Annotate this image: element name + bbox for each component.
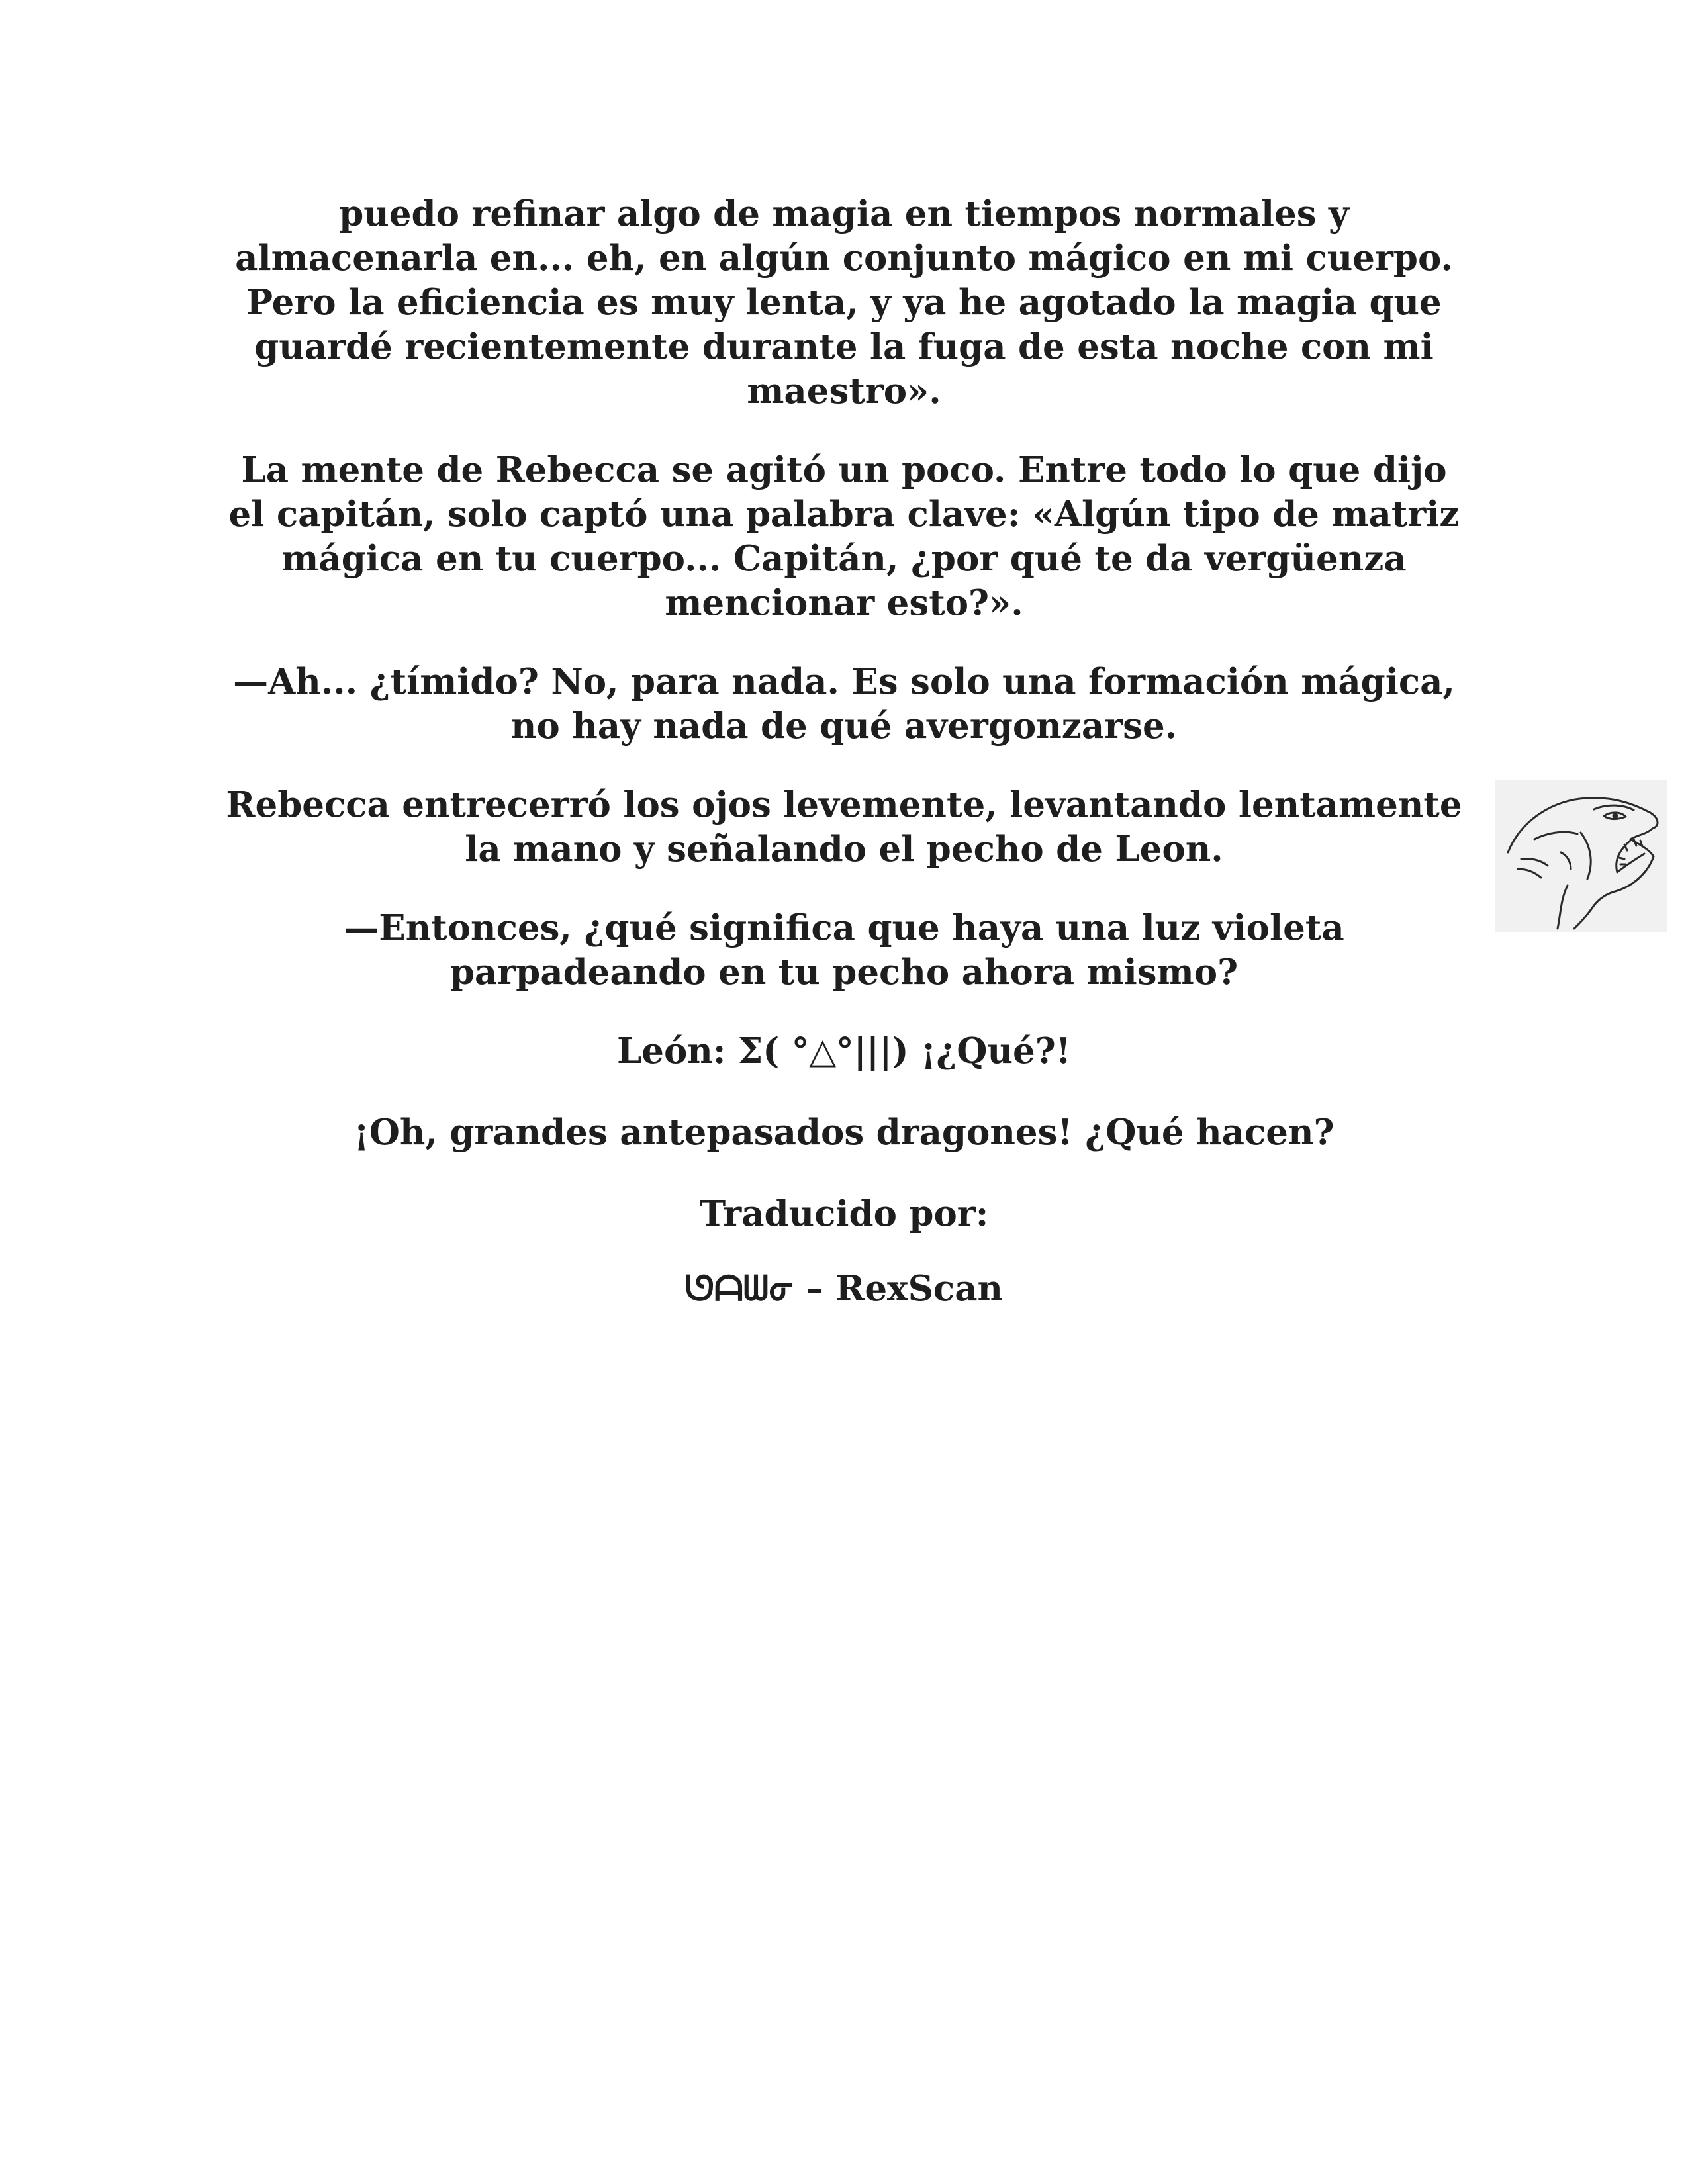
dinosaur-head-icon [1495,780,1667,932]
paragraph-3: —Ah... ¿tímido? No, para nada. Es solo una formación mágica, no hay nada de qué avergonzarse. [233,661,1455,747]
paragraph-5: —Entonces, ¿qué significa que haya una luz violeta parpadeando en tu pecho ahora mismo? [344,907,1344,993]
credits-line: ᘎᗩᗯᓂ – RexScan [684,1268,1004,1309]
paragraph-6: León: Σ( °△°|||) ¡¿Qué?! [616,1030,1072,1071]
paragraph-1: puedo refinar algo de magia en tiempos normales y almacenarla en... eh, en algún conjunto mágico en mi cuerpo. Pero la eficiencia es muy lenta, y ya he agotado la magia que guardé recientemente durante la fuga de esta noche con mi maestro». [235,193,1453,412]
paragraph-4: Rebecca entrecerró los ojos levemente, levantando lentamente la mano y señalando el pecho de Leon. [226,784,1462,870]
credits-label: Traducido por: [699,1193,989,1234]
paragraph-2: La mente de Rebecca se agitó un poco. Entre todo lo que dijo el capitán, solo captó una palabra clave: «Algún tipo de matriz mágica en tu cuerpo... Capitán, ¿por qué te da vergüenza mencionar esto?». [228,449,1460,623]
document-body [218,192,1470,1311]
dinosaur-head-logo [1495,780,1667,932]
paragraph-7: ¡Oh, grandes antepasados dragones! ¿Qué hacen? [353,1112,1335,1153]
